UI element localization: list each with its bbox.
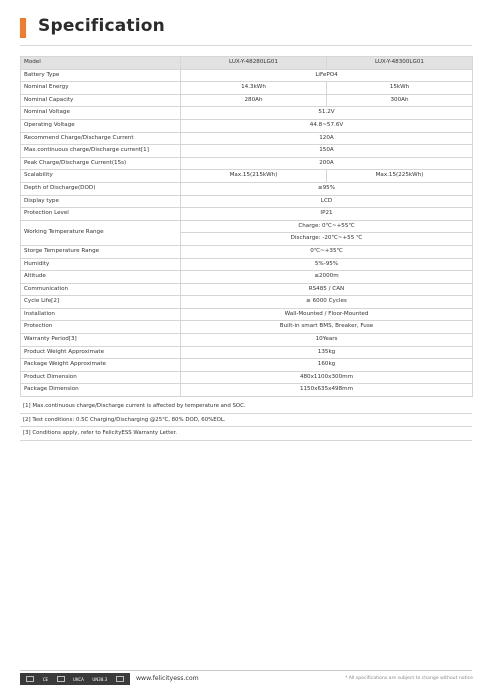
row-value: 15kWh	[327, 82, 473, 95]
row-label: Working Temperature Range	[21, 220, 181, 245]
table-row	[21, 145, 473, 158]
footnote-1: [1] Max.continuous charge/Discharge current is affected by temperature and SOC.	[20, 400, 472, 414]
table-row	[21, 119, 473, 132]
row-value: 150A	[181, 145, 473, 158]
row-label: Humidity	[21, 258, 181, 271]
footnote-2: [2] Test conditions: 0.5C Charging/Discharging @25℃, 80% DOD, 60%EOL.	[20, 414, 472, 428]
disclaimer-text: * All specifications are subject to change without notice	[344, 676, 473, 681]
table-header-cell: LUX-Y-48300LG01	[327, 57, 473, 70]
row-label: Communication	[21, 283, 181, 296]
row-value: Discharge: -20℃~+55 ℃	[181, 233, 473, 246]
row-label: Protection Level	[21, 208, 181, 221]
table-row	[21, 308, 473, 321]
table-header-row	[21, 57, 473, 70]
bin-icon	[57, 676, 65, 682]
table-row	[21, 82, 473, 95]
table-row	[21, 107, 473, 120]
row-value: Max.15(225kWh)	[327, 170, 473, 183]
table-row	[21, 296, 473, 309]
row-value: 280Ah	[181, 94, 327, 107]
row-label: Nominal Voltage	[21, 107, 181, 120]
row-value: 44.8~57.6V	[181, 119, 473, 132]
row-value: ≥ 6000 Cycles	[181, 296, 473, 309]
ce-mark: CE	[42, 676, 49, 682]
table-row	[21, 157, 473, 170]
row-label: Depth of Discharge(DOD)	[21, 182, 181, 195]
row-value: 10Years	[181, 334, 473, 347]
title-divider	[20, 45, 472, 46]
website-link[interactable]: www.felicityess.com	[136, 675, 199, 682]
row-label: Recommend Charge/Discharge Current	[21, 132, 181, 145]
table-row	[21, 271, 473, 284]
page-title: Specification	[38, 16, 165, 36]
row-value: 160kg	[181, 359, 473, 372]
row-value: 1150x635x498mm	[181, 384, 473, 397]
row-value: LiFePO4	[181, 69, 473, 82]
row-label: Cycle Life[2]	[21, 296, 181, 309]
table-row	[21, 220, 473, 233]
row-value: 51.2V	[181, 107, 473, 120]
row-label: Altitude	[21, 271, 181, 284]
ukca-mark: UKCA	[73, 676, 84, 682]
table-row	[21, 245, 473, 258]
row-value: 120A	[181, 132, 473, 145]
row-label: Warranty Period[3]	[21, 334, 181, 347]
row-label: Package Dimension	[21, 384, 181, 397]
table-row	[21, 182, 473, 195]
row-value: IP21	[181, 208, 473, 221]
row-label: Protection	[21, 321, 181, 334]
table-row	[21, 69, 473, 82]
table-row	[21, 94, 473, 107]
row-label: Max.continuous charge/Discharge current[1]	[21, 145, 181, 158]
table-row	[21, 321, 473, 334]
row-value: ≥95%	[181, 182, 473, 195]
row-value: 300Ah	[327, 94, 473, 107]
table-header-cell: LUX-Y-48280LG01	[181, 57, 327, 70]
row-label: Nominal Capacity	[21, 94, 181, 107]
row-value: LCD	[181, 195, 473, 208]
table-row	[21, 170, 473, 183]
un383-mark: UN38.3	[92, 676, 108, 682]
table-row	[21, 132, 473, 145]
row-label: Product Weight Approximate	[21, 346, 181, 359]
table-row	[21, 258, 473, 271]
table-row	[21, 346, 473, 359]
row-label: Peak Charge/Discharge Current(15s)	[21, 157, 181, 170]
title-accent-bar	[20, 18, 26, 38]
row-label: Storge Temperature Range	[21, 245, 181, 258]
table-row	[21, 208, 473, 221]
table-row	[21, 195, 473, 208]
row-value: 0℃~+35℃	[181, 245, 473, 258]
row-value: 5%-95%	[181, 258, 473, 271]
row-value: 480x1100x300mm	[181, 371, 473, 384]
footer-divider	[20, 670, 472, 671]
row-value: RS485 / CAN	[181, 283, 473, 296]
row-value: Built-in smart BMS, Breaker, Fuse	[181, 321, 473, 334]
row-label: Product Dimension	[21, 371, 181, 384]
certification-logos	[20, 673, 130, 685]
table-row	[21, 359, 473, 372]
table-header-cell: Model	[21, 57, 181, 70]
row-value: Wall-Mounted / Floor-Mounted	[181, 308, 473, 321]
row-value: 135kg	[181, 346, 473, 359]
row-value: 14.3kWh	[181, 82, 327, 95]
table-row	[21, 384, 473, 397]
row-value: Max.15(215kWh)	[181, 170, 327, 183]
footnote-3: [3] Conditions apply, refer to FelicityESS Warranty Letter.	[20, 427, 472, 441]
footnotes	[20, 400, 472, 441]
spec-table	[20, 56, 473, 397]
row-label: Installation	[21, 308, 181, 321]
row-label: Operating Voltage	[21, 119, 181, 132]
row-label: Package Weight Approximate	[21, 359, 181, 372]
row-value: Charge: 0℃~+55℃	[181, 220, 473, 233]
battery-icon	[116, 676, 124, 682]
row-label: Scalability	[21, 170, 181, 183]
row-value: 200A	[181, 157, 473, 170]
row-label: Battery Type	[21, 69, 181, 82]
recycle-icon	[26, 676, 34, 682]
row-label: Nominal Energy	[21, 82, 181, 95]
table-row	[21, 334, 473, 347]
row-value: ≤2000m	[181, 271, 473, 284]
table-row	[21, 371, 473, 384]
row-label: Display type	[21, 195, 181, 208]
table-row	[21, 283, 473, 296]
